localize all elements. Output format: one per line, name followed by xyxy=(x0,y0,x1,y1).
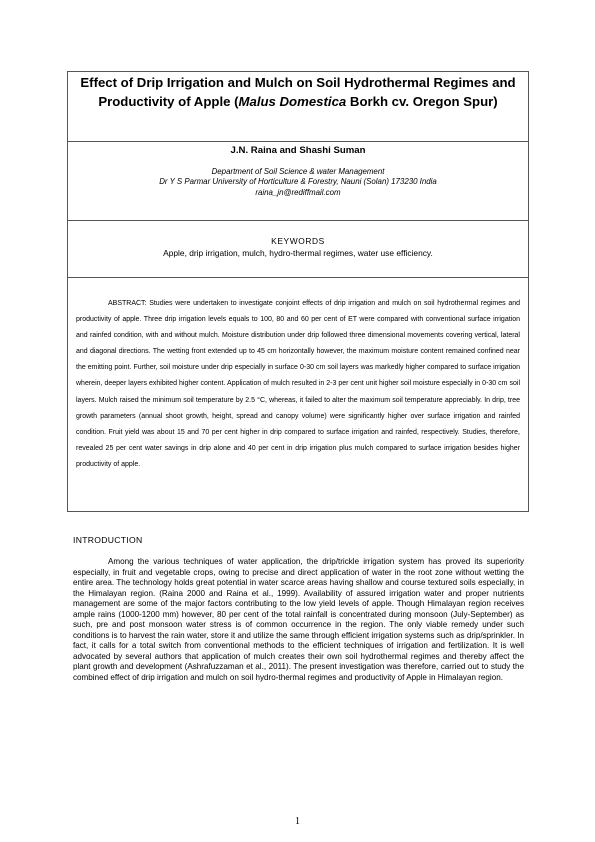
author-names: J.N. Raina and Shashi Suman xyxy=(230,145,366,156)
paper-title xyxy=(74,73,522,111)
introduction-body: Among the various techniques of water application, the drip/trickle irrigation system has proved its superiority especially, in fruit and vegetable crops, owing to precise and direct application of water in the root zone without wetting the entire area. The technology holds great potential in water scarce areas having shallow and course textured soils especially, in the Himalayan region. (Raina 2000 and Raina et al., 1999). Availability of assured irrigation water and proper nutrients management are some of the major factors contributing to the low yield levels of apple. Though Himalayan region receives ample rains (1000-1200 mm) however, 80 per cent of the total rainfall is concentrated during monsoon (July-September) as such, pre and post monsoon water stress is of common occurrence in the region. The only viable remedy under such conditions is to harvest the rain water, store it and utilize the same through efficient irrigation systems such as drip/sprinkler. In fact, it calls for a total switch from conventional methods to the efficient techniques of irrigation and fertilization. It is well advocated by several authors that application of mulch creates their own soil hydrothermal regimes and thereby affect the plant growth and development (Ashrafuzzaman et al., 2011). The present investigation was therefore, carried out to study the combined effect of drip irrigation and mulch on soil hydro-thermal regimes and productivity of Apple in Himalayan region. xyxy=(73,557,524,682)
affiliation xyxy=(68,167,528,198)
title-species: Malus Domestica xyxy=(238,94,347,109)
affiliation-department: Department of Soil Science & water Management xyxy=(211,167,385,176)
title-part1: Effect of Drip Irrigation and Mulch on Soil Hydrothermal Regimes and Productivity of Apple ( xyxy=(80,75,516,109)
page-number: 1 xyxy=(295,816,300,827)
keywords-box xyxy=(67,220,529,278)
title-box xyxy=(67,71,529,142)
introduction-heading: INTRODUCTION xyxy=(73,535,143,545)
keywords-heading: KEYWORDS xyxy=(271,236,325,246)
affiliation-university: Dr Y S Parmar University of Horticulture & Forestry, Nauni (Solan) 173230 India xyxy=(159,177,437,187)
authors-box xyxy=(67,141,529,221)
title-part2: Borkh cv. Oregon Spur) xyxy=(346,94,498,109)
keywords-text: Apple, drip irrigation, mulch, hydro-thermal regimes, water use efficiency. xyxy=(163,248,433,258)
abstract-box xyxy=(67,277,529,512)
author-email: raina_jn@rediffmail.com xyxy=(255,187,341,197)
abstract-text: ABSTRACT: Studies were undertaken to investigate conjoint effects of drip irrigation and mulch on soil hydrothermal regimes and productivity of apple. Three drip irrigation levels equals to 100, 80 and 60 per cent of ET were compared with conventional surface irrigation and rainfed condition, with and without mulch. Moisture distribution under drip followed three dimensional movements covering vertical, lateral and diagonal directions. The wetting front extended up to 45 cm horizontally however, the maximum moisture content remained confined near the emitting point. Further, soil moisture under drip especially in surface 0-30 cm soil layers was markedly higher compared to surface irrigation wherein, deeper layers exhibited higher content. Application of mulch resulted in 2-3 per cent unit higher soil moisture especially in 0-30 cm soil layers. Mulch raised the minimum soil temperature by 2.5 °C, whereas, it failed to alter the maximum soil temperature appreciably. In drip, tree growth parameters (annual shoot growth, height, spread and canopy volume) were significantly higher over surface irrigation and rainfed condition. Fruit yield was about 15 and 70 per cent higher in drip compared to surface irrigation and rainfed, respectively. Studies, therefore, revealed 25 per cent water savings in drip alone and 40 per cent in drip irrigation plus mulch compared to surface irrigation besides higher productivity of apple. xyxy=(76,300,520,468)
